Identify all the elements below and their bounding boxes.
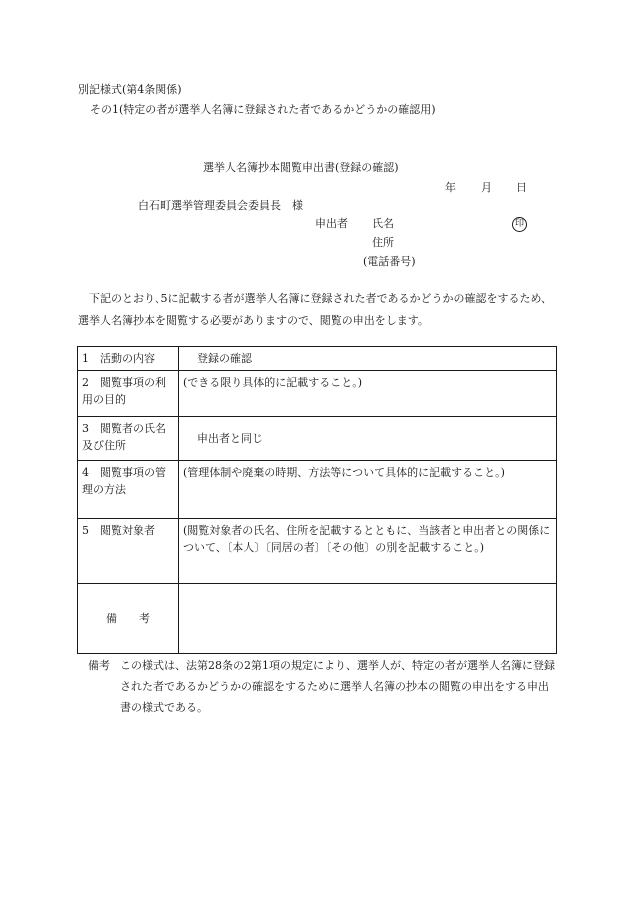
row-label: 4 閲覧事項の管理の方法 xyxy=(78,461,179,519)
address-label: 住所 xyxy=(372,236,394,249)
row-label: 2 閲覧事項の利用の目的 xyxy=(78,371,179,417)
intro-paragraph: 下記のとおり､5に記載する者が選挙人名簿に登録された者であるかどうかの確認をするため、選挙人名簿抄本を閲覧する必要がありますので、閲覧の申出をします。 xyxy=(78,292,553,327)
row-label: 1 活動の内容 xyxy=(78,347,179,371)
form-subtitle: その1(特定の者が選挙人名簿に登録された者であるかどうかの確認用) xyxy=(90,103,436,116)
row-label: 5 閲覧対象者 xyxy=(78,519,179,584)
row-value: (できる限り具体的に記載すること。) xyxy=(179,371,557,417)
table-row xyxy=(78,347,557,371)
phone-label: (電話番号) xyxy=(363,255,416,268)
remarks-text: この様式は、法第28条の2第1項の規定により、選挙人が、特定の者が選挙人名簿に登録された者であるかどうかの確認をするために選挙人名簿の抄本の閲覧の申出をする申出書の様式である。 xyxy=(120,659,555,714)
table-row xyxy=(78,519,557,584)
row-value: (閲覧対象者の氏名、住所を記載するとともに、当該者と申出者との関係について、〔本人〕〔同居の者〕〔その他〕の別を記載すること。) xyxy=(179,519,557,584)
row-label: 3 閲覧者の氏名及び住所 xyxy=(78,417,179,461)
form-reference: 別記様式(第4条関係) xyxy=(78,83,182,96)
application-table xyxy=(77,346,557,654)
table-row xyxy=(78,417,557,461)
row-value: 登録の確認 xyxy=(179,347,557,371)
date-month: 月 xyxy=(481,181,492,194)
seal-icon xyxy=(512,216,527,232)
document-title: 選挙人名簿抄本閲覧申出書(登録の確認) xyxy=(203,161,399,174)
row-label: 備 考 xyxy=(78,584,179,654)
remarks xyxy=(88,655,558,718)
table-row xyxy=(78,371,557,417)
remarks-label: 備考 xyxy=(88,659,110,672)
table-row xyxy=(78,461,557,519)
name-label: 氏名 xyxy=(372,217,394,230)
date-day: 日 xyxy=(516,181,527,194)
addressee: 白石町選挙管理委員会委員長 様 xyxy=(138,199,303,212)
seal-text: 印 xyxy=(512,217,527,232)
row-value: (管理体制や廃棄の時期、方法等について具体的に記載すること。) xyxy=(179,461,557,519)
table-row xyxy=(78,584,557,654)
date-year: 年 xyxy=(445,181,456,194)
row-value: 申出者と同じ xyxy=(179,417,557,461)
remarks-body xyxy=(88,655,558,718)
applicant-label: 申出者 xyxy=(315,217,348,230)
row-value xyxy=(179,584,557,654)
